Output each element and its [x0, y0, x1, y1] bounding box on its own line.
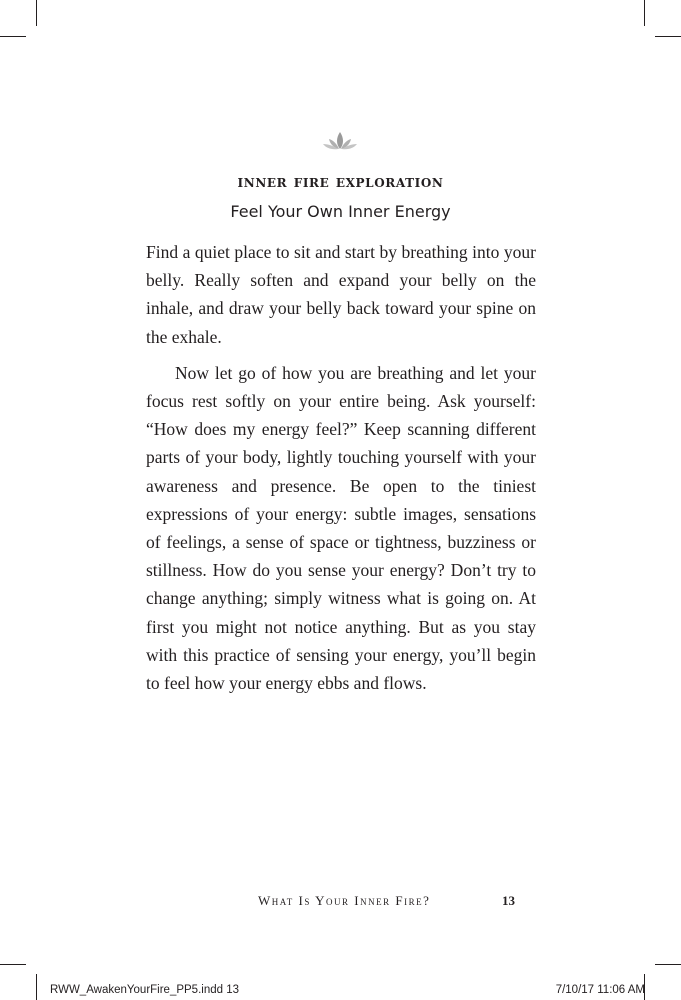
section-heading: inner fire exploration [237, 172, 444, 192]
crop-mark-bottom-right-horizontal [655, 964, 681, 965]
paragraph-1: Find a quiet place to sit and start by breathing into your belly. Really soften and expand your belly on the inhale, and draw your belly back toward your spine on the exhale. [146, 242, 536, 347]
slug-file-name: RWW_AwakenYourFire_PP5.indd 13 [50, 984, 240, 996]
paragraph-2: Now let go of how you are breathing and let your focus rest softly on your entire being. Ask yourself: “How does my energy feel?” Keep scanning different parts of your body, lightly touching yourself with your awareness and presence. Be open to the tiniest expressions of your energy: subtle images, sensations of feelings, a sense of space or tightness, buzziness or stillness. How do you sense your energy? Don’t try to change anything; simply witness what is going on. At first you might not notice anything. But as you stay with this practice of sensing your energy, you’ll begin to feel how your energy ebbs and flows. [146, 362, 536, 694]
crop-mark-bottom-left-vertical [36, 974, 37, 1000]
crop-mark-top-right-vertical [644, 0, 645, 26]
body-text [146, 238, 536, 697]
lotus-icon [320, 130, 360, 152]
crop-mark-top-right-horizontal [655, 36, 681, 37]
section-subheading: Feel Your Own Inner Energy [230, 202, 451, 221]
crop-mark-top-left-vertical [36, 0, 37, 26]
crop-mark-top-left-horizontal [0, 36, 26, 37]
crop-mark-bottom-left-horizontal [0, 964, 26, 965]
page-number: 13 [502, 893, 515, 908]
running-head: What Is Your Inner Fire? [258, 893, 431, 908]
slug-timestamp: 7/10/17 11:06 AM [555, 984, 645, 996]
